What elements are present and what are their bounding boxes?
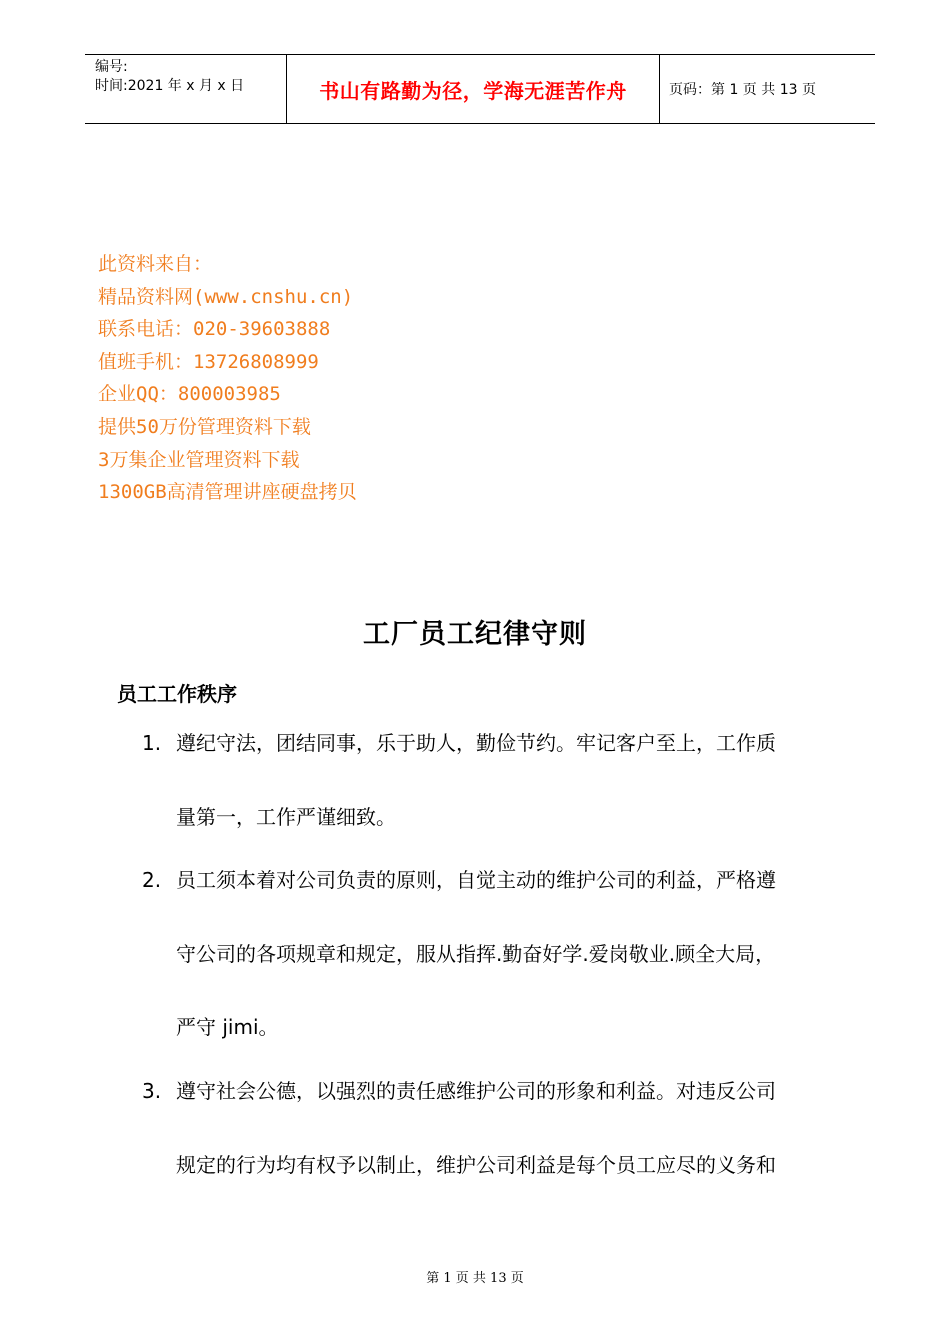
rule-line: 员工须本着对公司负责的原则，自觉主动的维护公司的利益，严格遵 [176,868,776,892]
document-time-label: 时间:2021 年 x 月 x 日 [95,78,245,94]
document-code-label: 编号: [95,59,128,75]
section-title: 员工工作秩序 [117,682,237,706]
promo-line: 3万集企业管理资料下载 [98,448,300,471]
promo-line: 提供50万份管理资料下载 [98,415,311,438]
rule-text [176,707,862,854]
document-title: 工厂员工纪律守则 [363,619,587,650]
rule-text [176,844,862,1065]
header-motto: 书山有路勤为径，学海无涯苦作舟 [287,55,660,123]
promo-line: 精品资料网(www.cnshu.cn) [98,285,354,308]
header-page-number: 页码：第 1 页 共 13 页 [669,82,816,98]
rule-line: 遵纪守法，团结同事，乐于助人，勤俭节约。牢记客户至上，工作质 [176,731,776,755]
page-footer: 第 1 页 共 13 页 [426,1271,524,1286]
rule-line: 规定的行为均有权予以制止，维护公司利益是每个员工应尽的义务和 [176,1152,776,1177]
rule-text [176,1055,862,1202]
rule-number: 3. [142,1079,162,1103]
promo-line: 1300GB高清管理讲座硬盘拷贝 [98,481,357,504]
promo-line: 企业QQ：800003985 [98,383,281,406]
promo-line: 联系电话：020-39603888 [98,318,331,341]
rule-line: 严守 jimi。 [176,1015,279,1039]
rule-number: 2. [142,868,162,892]
page-header [85,54,875,124]
promo-line: 此资料来自： [98,253,213,275]
rule-number: 1. [142,731,162,755]
promo-block [98,248,357,509]
rule-line: 遵守社会公德，以强烈的责任感维护公司的形象和利益。对违反公司 [176,1079,776,1103]
promo-line: 值班手机：13726808999 [98,350,319,373]
rule-line: 守公司的各项规章和规定，服从指挥.勤奋好学.爱岗敬业.顾全大局， [176,941,776,966]
rule-line: 量第一，工作严谨细致。 [176,804,396,829]
header-meta-cell [85,55,287,123]
